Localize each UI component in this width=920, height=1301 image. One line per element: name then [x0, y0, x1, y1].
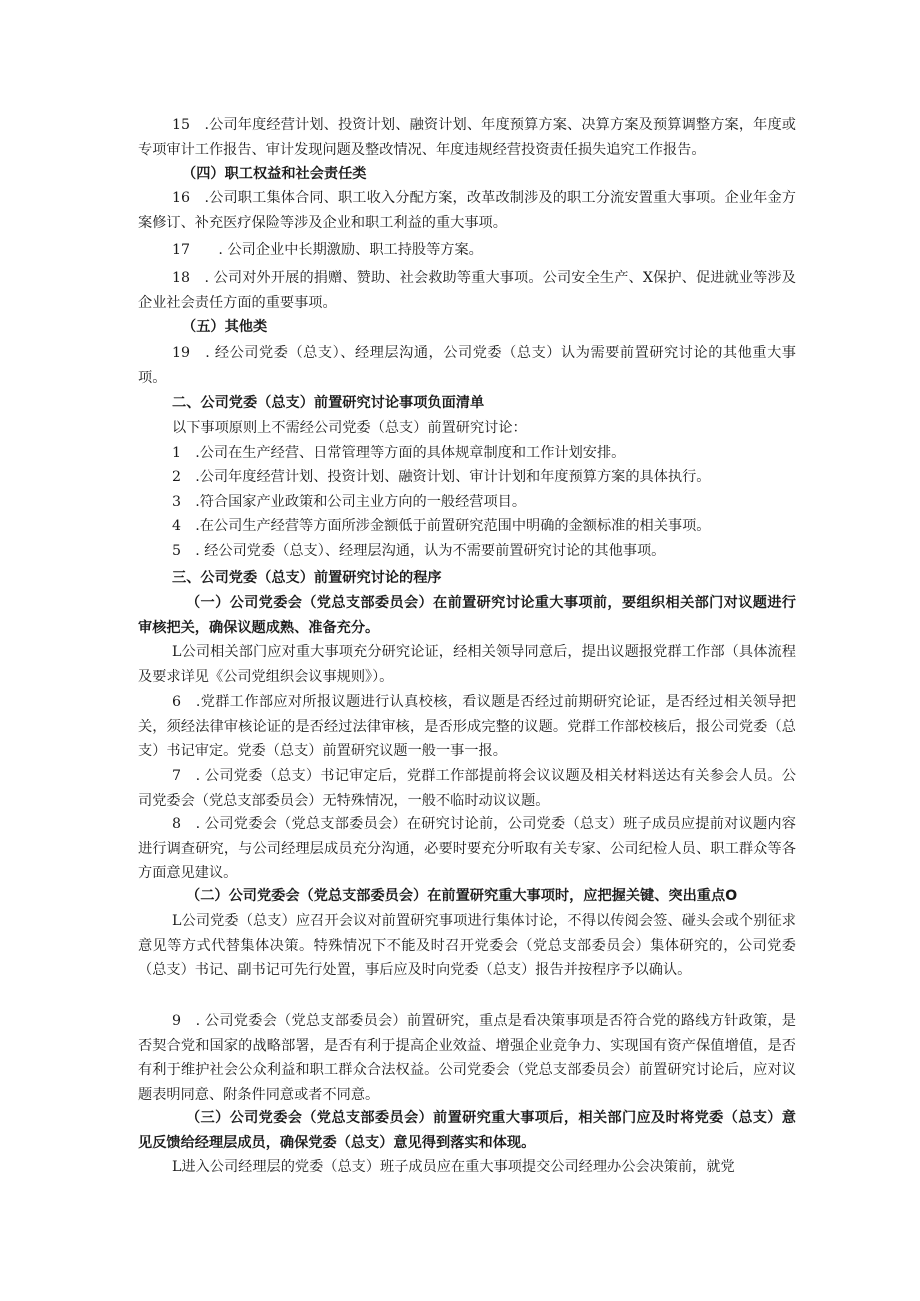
item-8: 8 . 公司党委会（党总支部委员会）在研究讨论前，公司党委（总支）班子成员应提前对议题内容进行调查研究，与公司经理层成员充分沟通，必要时要充分听取有关专家、公司纪检人员、职工群众等各方面意见建议。 — [138, 816, 796, 881]
negative-item-2: 2 .公司年度经营计划、投资计划、融资计划、审计计划和年度预算方案的具体执行。 — [172, 469, 711, 485]
subsection-heading-2: （二）公司党委会（党总支部委员会）在前置研究重大事项时，应把握关键、突出重点O — [186, 888, 738, 904]
negative-item-5: 5 . 经公司党委（总支）、经理层沟通，认为不需要前置研究讨论的其他事项。 — [172, 543, 666, 559]
section-heading-5: （五）其他类 — [182, 319, 268, 335]
negative-item-3: 3 .符合国家产业政策和公司主业方向的一般经营项目。 — [172, 494, 527, 510]
section-heading-4: （四）职工权益和社会责任类 — [182, 166, 367, 182]
subsection-heading-3: （三）公司党委会（党总支部委员会）前置研究重大事项后，相关部门应及时将党委（总支）意见反馈给经理层成员，确保党委（总支）意见得到落实和体现。 — [138, 1110, 796, 1151]
subsection-1-item-1: L公司相关部门应对重大事项充分研究论证，经相关领导同意后，提出议题报党群工作部（具体流程及要求详见《公司党组织会议事规则》）。 — [138, 644, 796, 685]
item-15: 15 .公司年度经营计划、投资计划、融资计划、年度预算方案、决算方案及预算调整方案，年度或专项审计工作报告、审计发现问题及整改情况、年度违规经营投资责任损失追究工作报告。 — [138, 117, 796, 158]
item-19: 19 . 经公司党委（总支）、经理层沟通，公司党委（总支）认为需要前置研究讨论的其他重大事项。 — [138, 345, 796, 386]
item-17: 17 . 公司企业中长期激励、职工持股等方案。 — [172, 242, 483, 258]
negative-item-1: 1 .公司在生产经营、日常管理等方面的具体规章制度和工作计划安排。 — [172, 445, 626, 461]
negative-item-4: 4 .在公司生产经营等方面所涉金额低于前置研究范围中明确的金额标准的相关事项。 — [172, 518, 711, 534]
chapter-heading-3: 三、公司党委（总支）前置研究讨论的程序 — [172, 570, 442, 586]
item-18: 18 . 公司对外开展的捐赠、赞助、社会救助等重大事项。公司安全生产、X保护、促进就业等涉及企业社会责任方面的重要事项。 — [138, 270, 796, 311]
item-7: 7 . 公司党委（总支）书记审定后，党群工作部提前将会议议题及相关材料送达有关参会人员。公司党委会（党总支部委员会）无特殊情况，一般不临时动议议题。 — [138, 768, 796, 809]
subsection-2-item-1: L公司党委（总支）应召开会议对前置研究事项进行集体讨论，不得以传阅会签、碰头会或个别征求意见等方式代替集体决策。特殊情况下不能及时召开党委会（党总支部委员会）集体研究的，公司党委（总支）书记、副书记可先行处置，事后应及时向党委（总支）报告并按程序予以确认。 — [138, 913, 796, 978]
item-9: 9 . 公司党委会（党总支部委员会）前置研究，重点是看决策事项是否符合党的路线方针政策，是否契合党和国家的战略部署，是否有利于提高企业效益、增强企业竞争力、实现国有资产保值增值，是否有利于维护社会公众利益和职工群众合法权益。公司党委会（党总支部委员会）前置研究讨论后，应对议题表明同意、附条件同意或者不同意。 — [138, 1013, 796, 1103]
subsection-3-item-1: L进入公司经理层的党委（总支）班子成员应在重大事项提交公司经理办公会决策前，就党 — [172, 1159, 735, 1175]
subsection-heading-1: （一）公司党委会（党总支部委员会）在前置研究讨论重大事项前，要组织相关部门对议题进行审核把关，确保议题成熟、准备充分。 — [138, 595, 796, 636]
chapter-heading-2: 二、公司党委（总支）前置研究讨论事项负面清单 — [172, 395, 485, 411]
item-16: 16 .公司职工集体合同、职工收入分配方案，改革改制涉及的职工分流安置重大事项。企业年金方案修订、补充医疗保险等涉及企业和职工利益的重大事项。 — [138, 190, 796, 231]
item-6: 6 .党群工作部应对所报议题进行认真校核，看议题是否经过前期研究论证，是否经过相关领导把关，须经法律审核论证的是否经过法律审核，是否形成完整的议题。党群工作部校核后，报公司党委（总支）书记审定。党委（总支）前置研究议题一般一事一报。 — [138, 694, 796, 759]
negative-list-intro: 以下事项原则上不需经公司党委（总支）前置研究讨论： — [172, 420, 527, 436]
